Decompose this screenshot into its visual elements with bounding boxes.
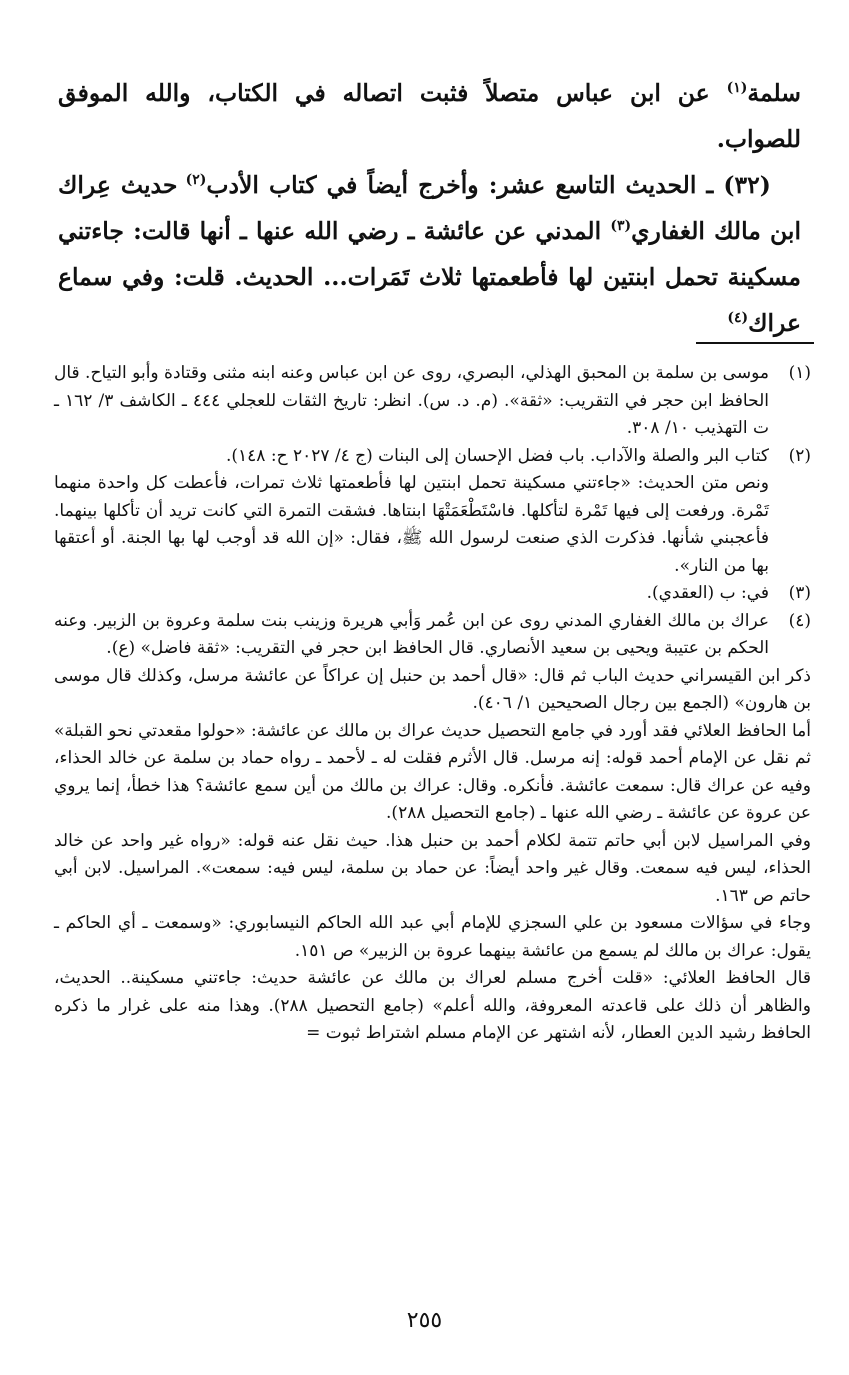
footnote-1 xyxy=(54,360,811,443)
hadith-heading: (٣٢) ـ الحديث التاسع عشر: xyxy=(478,171,771,199)
main-text-segment: حديث عِراك ابن مالك الغفاري xyxy=(58,171,801,245)
footnote-paragraph: في: ب (العقدي). xyxy=(646,583,769,603)
footnote-paragraph: ذكر ابن القيسراني حديث الباب ثم قال: «قال أحمد بن حنبل إن عراكاً عن عائشة مرسل، وكذلك قال موسى بن هارون» (الجمع بين رجال الصحيحين ١/ ٤٠٦). xyxy=(54,665,811,713)
footnotes xyxy=(54,360,811,1048)
footnote-paragraph: وجاء في سؤالات مسعود بن علي السجزي للإمام أبي عبد الله الحاكم النيسابوري: «وسمعت ـ أي الحاكم ـ يقول: عراك بن مالك لم يسمع من عائشة بينهما عروة بن الزبير» ص ١٥١. xyxy=(54,913,811,961)
footnote-paragraph: عراك بن مالك الغفاري المدني روى عن ابن عُمر وَأبي هريرة وزينب بنت سلمة وعروة بن الزبير. وعنه الحكم بن عتيبة ويحيى بن سعيد الأنصاري. قال الحافظ ابن حجر في التقريب: «ثقة فاضل» (ع). xyxy=(54,610,769,658)
footnote-paragraph: كتاب البر والصلة والآداب. باب فضل الإحسان إلى البنات (ج ٤/ ٢٠٢٧ ح: ١٤٨). xyxy=(225,445,769,466)
main-text xyxy=(58,70,801,346)
footnote-paragraph: وفي المراسيل لابن أبي حاتم تتمة لكلام أحمد بن حنبل هذا. حيث نقل عنه قوله: «رواه غير واحد عن خالد الحذاء، ليس فيه سمعت. وقال غير واحد أيضاً: عن حماد بن سلمة، ليس فيه: سمعت». المراسيل. لابن أبي حاتم ص ١٦٣. xyxy=(54,830,811,906)
footnote-ref: (٤) xyxy=(727,310,749,327)
footnote-body xyxy=(54,663,811,1048)
main-text-segment: سلمة xyxy=(747,79,801,107)
footnote-ref: (٢) xyxy=(185,172,207,189)
footnote-4-continued xyxy=(54,663,811,1048)
main-text-segment: المدني عن عائشة ـ رضي الله عنها ـ أنها قالت: جاءتني مسكينة تحمل ابنتين لها فأطعمتها ثلاث تَمَرات... الحديث. قلت: وفي سماع عراك xyxy=(58,217,801,337)
footnote-paragraph: موسى بن سلمة بن المحبق الهذلي، البصري، روى عن ابن عباس وعنه ابنه مثنى وقتادة وأبو التياح. قال الحافظ ابن حجر في التقريب: «ثقة». (م. د. س). انظر: تاريخ الثقات للعجلي ٤٤٤ ـ الكاشف ٣/ ١٦٢ ـ ت التهذيب ١٠/ ٣٠٨. xyxy=(54,363,769,438)
main-paragraph-2 xyxy=(58,162,801,346)
footnote-body xyxy=(54,580,769,608)
footnote-body xyxy=(54,608,769,663)
footnote-paragraph: أما الحافظ العلائي فقد أورد في جامع التحصيل حديث عراك بن مالك عن عائشة: «حولوا مقعدتي نحو القبلة» ثم نقل عن الإمام أحمد قوله: إنه مرسل. قال الأثرم فقلت له ـ لأحمد ـ رواه حماد بن سلمة عن خالد الحذاء، وفيه عن عراك قال: سمعت عائشة. فأنكره. وقال: عراك بن مالك من أين سمع عائشة؟ هذا خطأ، إنما يروي عن عروة عن عائشة ـ رضي الله عنها ـ (جامع التحصيل ٢٨٨). xyxy=(54,720,811,823)
main-text-segment: عن ابن عباس متصلاً فثبت اتصاله في الكتاب، والله الموفق للصواب. xyxy=(58,79,801,153)
page-number: ٢٥٥ xyxy=(406,1308,443,1333)
footnote-paragraph: ونص متن الحديث: «جاءتني مسكينة تحمل ابنتين لها فأطعمتها ثلاث تمرات، فأعطت كل واحدة منهما تَمْرة. ورفعت إلى فيها تَمْرة لتأكلها. فاسْتَطْعَمَتْهَا ابنتاها. فشقت التمرة التي كانت تريد أن تأكلها بينهما. فأعجبني شأنها. فذكرت الذي صنعت لرسول الله ﷺ، فقال: «إن الله قد أوجب لها بها الجنة. أو أعتقها بها من النار». xyxy=(54,473,769,576)
main-text-segment: وأخرج أيضاً في كتاب الأدب xyxy=(206,171,479,199)
footnote-separator xyxy=(696,342,814,344)
footnote-2 xyxy=(54,443,811,581)
footnote-number: (٢) xyxy=(788,445,811,466)
footnote-ref: (١) xyxy=(726,80,748,97)
footnote-number: (١) xyxy=(788,363,811,383)
footnote-number: (٤) xyxy=(788,610,811,631)
footnote-paragraph: قال الحافظ العلائي: «قلت أخرج مسلم لعراك بن مالك عن عائشة حديث: جاءتني مسكينة.. الحديث، والظاهر أن ذلك على قاعدته المعروفة، والله أعلم» (جامع التحصيل ٢٨٨). وهذا منه على غرار ما ذكره الحافظ رشيد الدين العطار، لأنه اشتهر عن الإمام مسلم اشتراط ثبوت = xyxy=(54,968,811,1043)
main-paragraph-1 xyxy=(58,70,801,162)
footnote-body xyxy=(54,443,769,581)
footnote-number: (٣) xyxy=(788,583,811,603)
footnote-ref: (٣) xyxy=(610,218,632,235)
footnote-3 xyxy=(54,580,811,608)
footnote-body xyxy=(54,360,769,443)
footnote-4 xyxy=(54,608,811,663)
